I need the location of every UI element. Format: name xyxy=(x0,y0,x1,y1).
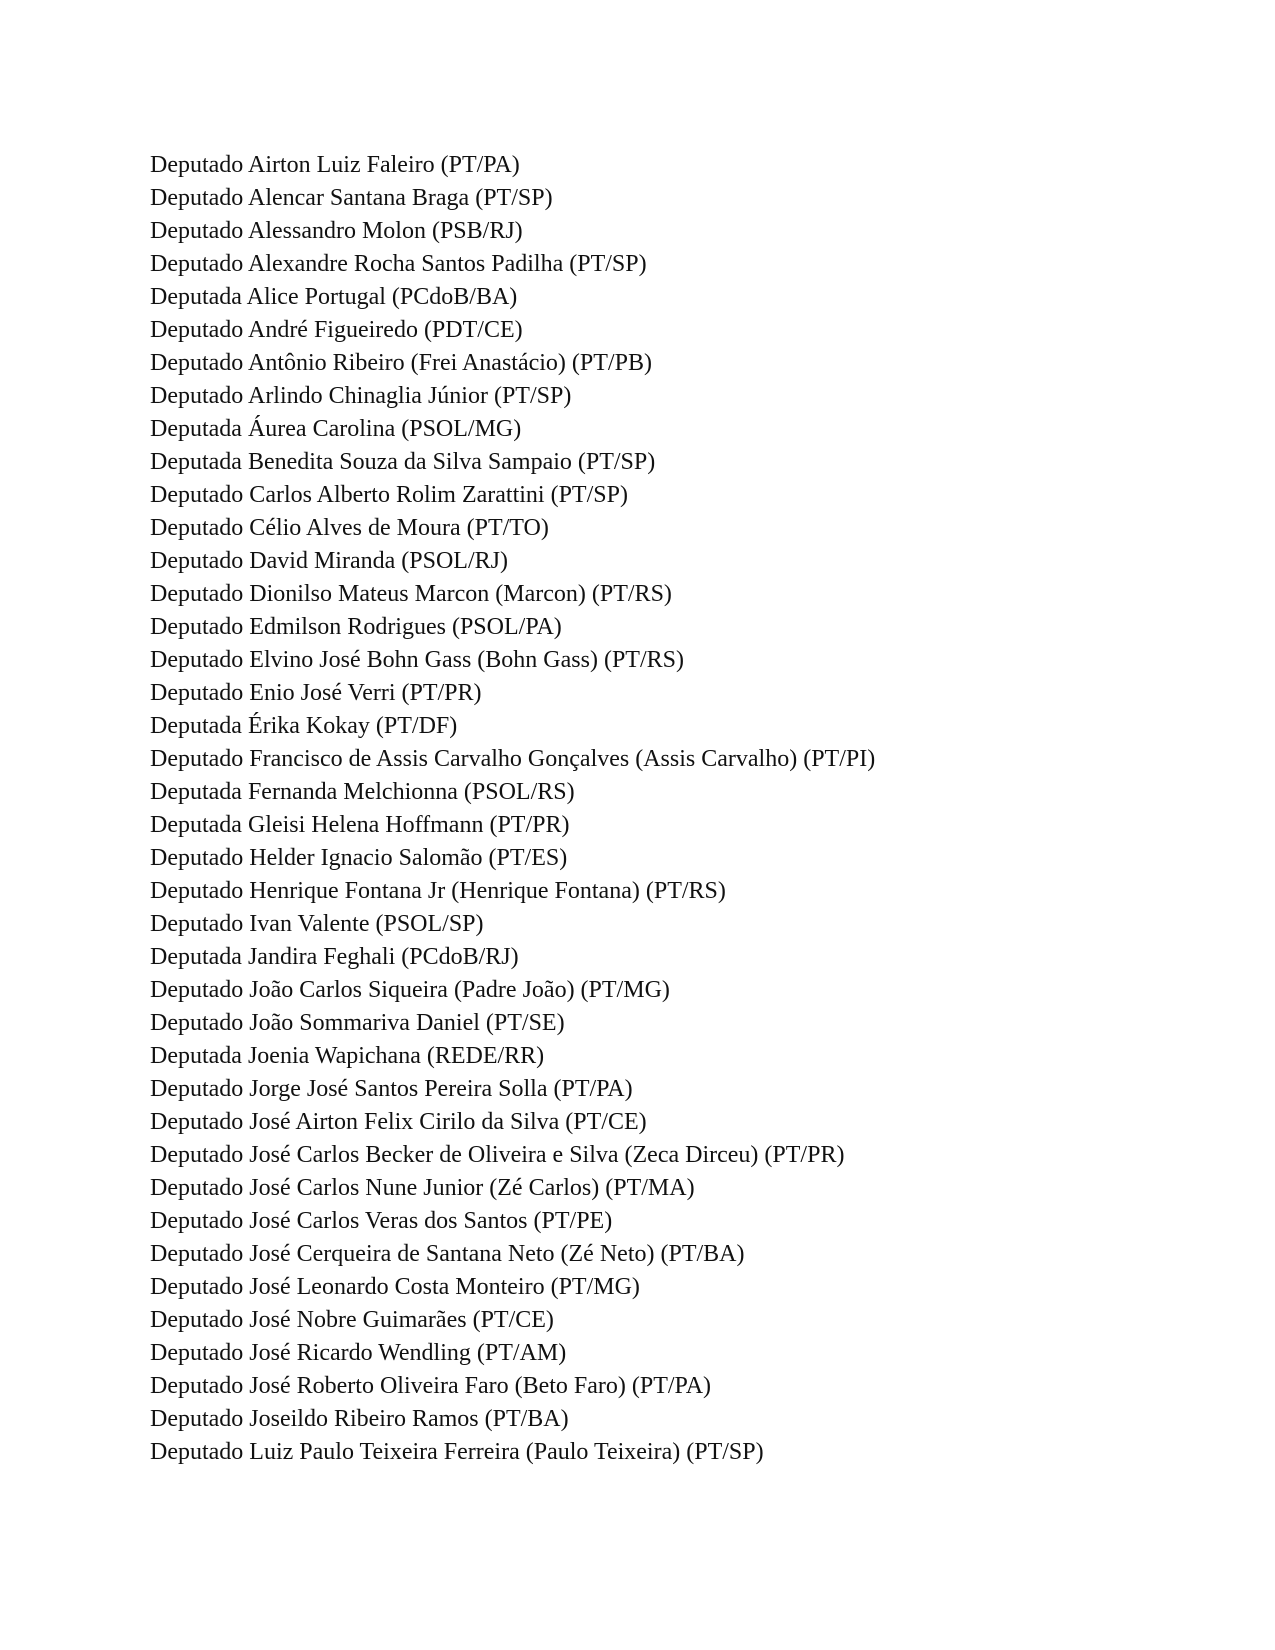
signatory-line: Deputado José Carlos Nune Junior (Zé Carlos) (PT/MA) xyxy=(150,1175,695,1201)
signatory-line: Deputado Alessandro Molon (PSB/RJ) xyxy=(150,218,523,244)
signatory-line: Deputado Helder Ignacio Salomão (PT/ES) xyxy=(150,845,568,871)
signatory-line: Deputado José Leonardo Costa Monteiro (PT/MG) xyxy=(150,1274,640,1300)
signatory-line: Deputado David Miranda (PSOL/RJ) xyxy=(150,548,508,574)
signatory-line: Deputada Jandira Feghali (PCdoB/RJ) xyxy=(150,944,519,970)
signatory-line: Deputado Airton Luiz Faleiro (PT/PA) xyxy=(150,152,520,178)
signatory-line: Deputado José Cerqueira de Santana Neto (Zé Neto) (PT/BA) xyxy=(150,1241,745,1267)
signatory-line: Deputada Joenia Wapichana (REDE/RR) xyxy=(150,1043,545,1069)
signatory-line: Deputado José Roberto Oliveira Faro (Beto Faro) (PT/PA) xyxy=(150,1373,712,1399)
signatory-line: Deputado José Ricardo Wendling (PT/AM) xyxy=(150,1340,567,1366)
signatory-line: Deputado Antônio Ribeiro (Frei Anastácio) (PT/PB) xyxy=(150,350,652,376)
signatory-list xyxy=(150,149,1230,1469)
signatory-line: Deputado Edmilson Rodrigues (PSOL/PA) xyxy=(150,614,562,640)
signatory-line: Deputada Érika Kokay (PT/DF) xyxy=(150,713,458,739)
signatory-line: Deputado João Carlos Siqueira (Padre João) (PT/MG) xyxy=(150,977,670,1003)
signatory-line: Deputado José Carlos Becker de Oliveira e Silva (Zeca Dirceu) (PT/PR) xyxy=(150,1142,845,1168)
signatory-line: Deputada Benedita Souza da Silva Sampaio (PT/SP) xyxy=(150,449,656,475)
signatory-line: Deputado Célio Alves de Moura (PT/TO) xyxy=(150,515,549,541)
signatory-line: Deputado Francisco de Assis Carvalho Gonçalves (Assis Carvalho) (PT/PI) xyxy=(150,746,876,772)
signatory-line: Deputado Dionilso Mateus Marcon (Marcon) (PT/RS) xyxy=(150,581,672,607)
signatory-line: Deputado João Sommariva Daniel (PT/SE) xyxy=(150,1010,565,1036)
signatory-line: Deputado Alencar Santana Braga (PT/SP) xyxy=(150,185,553,211)
signatory-line: Deputado Luiz Paulo Teixeira Ferreira (Paulo Teixeira) (PT/SP) xyxy=(150,1439,764,1465)
signatory-line: Deputado Elvino José Bohn Gass (Bohn Gass) (PT/RS) xyxy=(150,647,684,673)
signatory-line: Deputado José Carlos Veras dos Santos (PT/PE) xyxy=(150,1208,613,1234)
signatory-line: Deputada Alice Portugal (PCdoB/BA) xyxy=(150,284,518,310)
signatory-line: Deputado Ivan Valente (PSOL/SP) xyxy=(150,911,484,937)
signatory-line: Deputada Fernanda Melchionna (PSOL/RS) xyxy=(150,779,575,805)
signatory-line: Deputado Henrique Fontana Jr (Henrique Fontana) (PT/RS) xyxy=(150,878,726,904)
signatory-line: Deputada Gleisi Helena Hoffmann (PT/PR) xyxy=(150,812,570,838)
signatory-line: Deputado Alexandre Rocha Santos Padilha (PT/SP) xyxy=(150,251,647,277)
signatory-line: Deputado José Airton Felix Cirilo da Silva (PT/CE) xyxy=(150,1109,647,1135)
signatory-line: Deputado Carlos Alberto Rolim Zarattini (PT/SP) xyxy=(150,482,628,508)
signatory-line: Deputado José Nobre Guimarães (PT/CE) xyxy=(150,1307,554,1333)
signatory-line: Deputado André Figueiredo (PDT/CE) xyxy=(150,317,523,343)
signatory-line: Deputado Enio José Verri (PT/PR) xyxy=(150,680,482,706)
signatory-line: Deputada Áurea Carolina (PSOL/MG) xyxy=(150,416,522,442)
signatory-line: Deputado Joseildo Ribeiro Ramos (PT/BA) xyxy=(150,1406,569,1432)
signatory-line: Deputado Jorge José Santos Pereira Solla (PT/PA) xyxy=(150,1076,633,1102)
signatory-line: Deputado Arlindo Chinaglia Júnior (PT/SP) xyxy=(150,383,572,409)
